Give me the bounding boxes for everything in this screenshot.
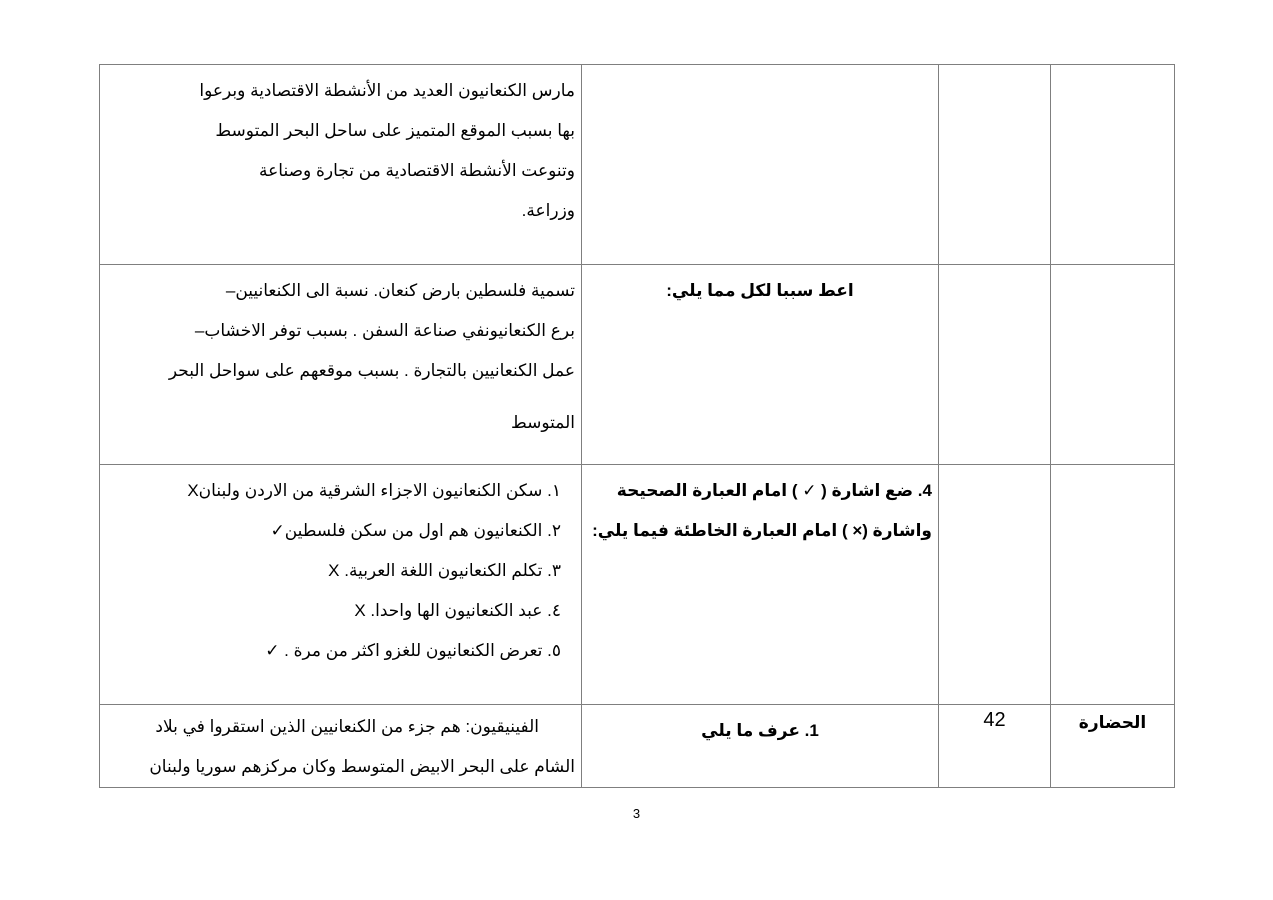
- answer-cell: [100, 65, 582, 265]
- question-text: 4. ضع اشارة ( ✓ ) امام العبارة الصحيحة: [616, 481, 932, 500]
- topic-cell: [1051, 265, 1175, 465]
- table-row: [100, 65, 1175, 265]
- list-item: ٣. تكلم الكنعانيون اللغة العربية. X: [328, 561, 561, 580]
- question-cell: [582, 705, 939, 788]
- number-cell: [939, 265, 1051, 465]
- answer-line: برع الكنعانيونفي صناعة السفن . بسبب توفر الاخشاب–: [194, 321, 575, 340]
- answer-line: بها بسبب الموقع المتميز على ساحل البحر المتوسط: [215, 121, 575, 140]
- list-item: ٥. تعرض الكنعانيون للغزو اكثر من مرة . ✓: [265, 641, 561, 660]
- lesson-table: [99, 64, 1175, 788]
- answer-line: الفينيقيون: هم جزء من الكنعانيين الذين استقروا في بلاد: [155, 717, 539, 736]
- table-row: [100, 465, 1175, 705]
- question-text: 1. عرف ما يلي: [701, 721, 819, 740]
- lesson-number: 42: [983, 709, 1006, 731]
- answer-line: وزراعة.: [521, 201, 575, 220]
- question-cell: [582, 265, 939, 465]
- list-item: ٤. عبد الكنعانيون الها واحدا. X: [354, 601, 561, 620]
- answer-line: مارس الكنعانيون العديد من الأنشطة الاقتصادية وبرعوا: [199, 81, 575, 100]
- table-row: [100, 265, 1175, 465]
- answer-line: تسمية فلسطين بارض كنعان. نسبة الى الكنعانيين–: [225, 281, 575, 300]
- page-number: 3: [632, 806, 641, 821]
- question-text: اعط سببا لكل مما يلي:: [666, 281, 854, 300]
- topic-title: الحضارة: [1078, 713, 1147, 732]
- answer-cell: [100, 465, 582, 705]
- question-cell: [582, 65, 939, 265]
- number-cell: [939, 465, 1051, 705]
- answer-line: وتنوعت الأنشطة الاقتصادية من تجارة وصناعة: [259, 161, 575, 180]
- table-row: [100, 705, 1175, 788]
- list-item: ١. سكن الكنعانيون الاجزاء الشرقية من الاردن ولبنانX: [187, 481, 561, 500]
- list-item: ٢. الكنعانيون هم اول من سكن فلسطين✓: [270, 521, 561, 540]
- question-text: واشارة (× ) امام العبارة الخاطئة فيما يلي:: [592, 521, 932, 540]
- number-cell: [939, 705, 1051, 788]
- answer-cell: [100, 705, 582, 788]
- topic-cell: [1051, 705, 1175, 788]
- answer-line: المتوسط: [510, 413, 575, 432]
- question-cell: [582, 465, 939, 705]
- number-cell: [939, 65, 1051, 265]
- answer-cell: [100, 265, 582, 465]
- answer-line: عمل الكنعانيين بالتجارة . بسبب موقعهم على سواحل البحر: [168, 361, 575, 380]
- topic-cell: [1051, 465, 1175, 705]
- answer-line: الشام على البحر الابيض المتوسط وكان مركزهم سوريا ولبنان: [149, 757, 575, 776]
- topic-cell: [1051, 65, 1175, 265]
